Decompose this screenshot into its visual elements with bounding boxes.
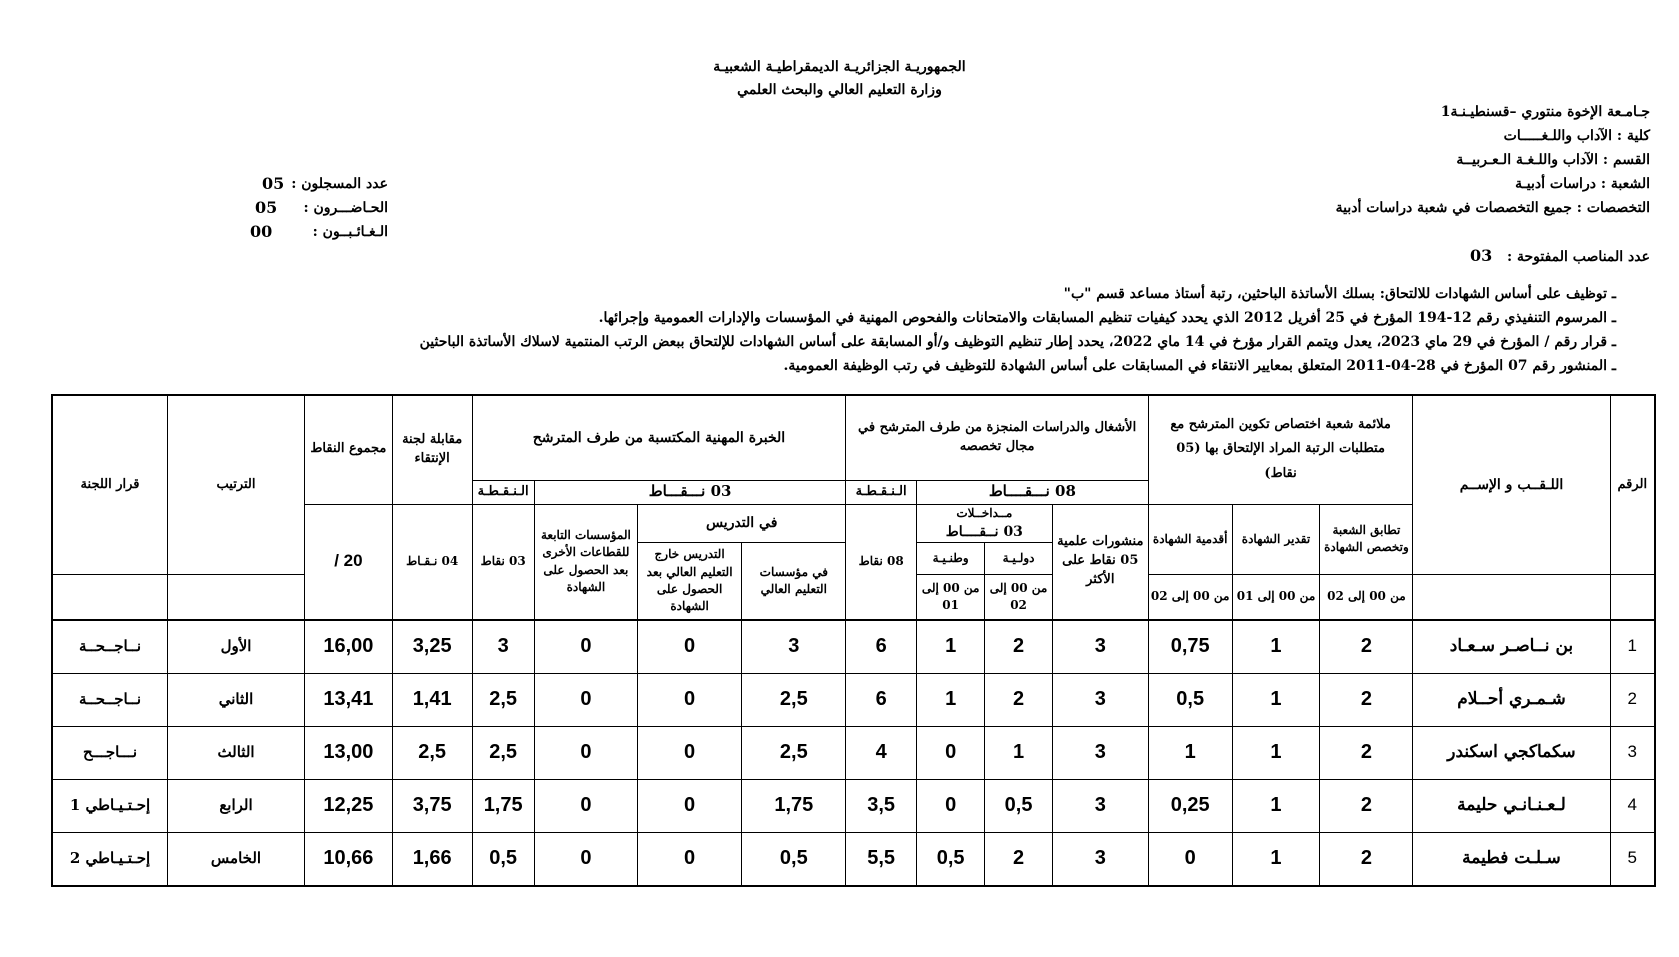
cell-c3: 0,25 — [1148, 779, 1232, 832]
cell-pts-works: 3,5 — [846, 779, 917, 832]
international-header: دولـيـة — [985, 543, 1052, 575]
specialties: التخصصات : جميع التخصصات في شعبة دراسات أدبية — [1335, 200, 1650, 216]
cell-decision: إحـتـيـاطي 2 — [52, 832, 168, 886]
col-works-points-header: الـنـقـطـة — [846, 480, 917, 504]
candidate-name: بن نــاصـر سـعـاد — [1413, 620, 1610, 674]
cell-natl: 1 — [916, 620, 984, 674]
row-num: 3 — [1610, 726, 1655, 779]
suit-range-3: من 00 إلى 02 — [1148, 575, 1232, 620]
blank-decision — [52, 575, 168, 620]
cell-rank: الرابع — [168, 779, 305, 832]
exp-col-1: في مؤسسات التعليم العالي — [742, 543, 846, 620]
blank-rank — [168, 575, 305, 620]
ministry-header-line2: وزارة التعليم العالي والبحث العلمي — [737, 82, 942, 98]
cell-rank: الثاني — [168, 673, 305, 726]
cell-total: 12,25 — [304, 779, 392, 832]
cell-c1: 2 — [1320, 726, 1413, 779]
col-decision-header: قرار اللجنة — [52, 395, 168, 575]
cell-c3: 0,5 — [1148, 673, 1232, 726]
cell-c1: 2 — [1320, 779, 1413, 832]
open-positions-label: عدد المناصب المفتوحة : — [1506, 249, 1650, 265]
cell-c1: 2 — [1320, 673, 1413, 726]
interventions-header — [916, 504, 1052, 543]
cell-intl: 2 — [985, 620, 1052, 674]
cell-exp2: 0 — [638, 620, 742, 674]
department-name: القسم : الآداب واللـغـة الـعـربيــة — [1456, 152, 1650, 168]
university-name: جـامـعة الإخوة منتوري –قسنطيـنـة1 — [1440, 104, 1650, 120]
registered-label: عدد المسجلون : — [291, 176, 388, 192]
exp-col-3: المؤسسات التابعة للقطاعات الأخرى بعد الحصول على الشهادة — [534, 504, 637, 620]
suit-col-3: أقدمية الشهادة — [1148, 504, 1232, 575]
cell-total: 10,66 — [304, 832, 392, 886]
note-line-2: ـ المرسوم التنفيذي رقم 12-194 المؤرخ في 25 أفريل 2012 الذي يحدد كيفيات تنظيم المسابقات والامتحانات والفحوص المهنية في المؤسسات والإدارات العمومية وإجرائها. — [598, 310, 1616, 326]
col-experience-header: الخبرة المهنية المكتسبة من طرف المترشح — [472, 395, 846, 480]
branch-name: الشعبة : دراسات أدبيـة — [1515, 176, 1650, 192]
suit-range-2: من 00 إلى 01 — [1232, 575, 1320, 620]
cell-exp3: 0 — [534, 620, 637, 674]
results-table — [51, 394, 1656, 887]
cell-exp3: 0 — [534, 832, 637, 886]
national-header: وطنـيـة — [916, 543, 984, 575]
cell-rank: الأول — [168, 620, 305, 674]
cell-interview: 1,66 — [392, 832, 472, 886]
candidate-name: سكماكجي اسكندر — [1413, 726, 1610, 779]
present-label: الحـاضـــرون : — [303, 200, 388, 216]
table-row — [52, 779, 1655, 832]
cell-intl: 0,5 — [985, 779, 1052, 832]
col-rank-header: الترتيب — [168, 395, 305, 575]
col-exp-points-header: الـنـقـطـة — [472, 480, 534, 504]
open-positions-value: 03 — [1470, 246, 1493, 265]
cell-exp2: 0 — [638, 779, 742, 832]
absent-value: 00 — [250, 222, 273, 241]
works-points-col: 08 نقاط — [846, 504, 917, 620]
cell-exp3: 0 — [534, 779, 637, 832]
cell-total: 13,00 — [304, 726, 392, 779]
note-line-3: ـ قرار رقم / المؤرخ في 29 ماي 2023، يعدل ويتمم القرار مؤرخ في 14 ماي 2022، يحدد إطار تنظيم التوظيف و/أو المسابقة على أساس الشهادات للإلتحاق ببعض الرتب المنتمية لاسلاك الأساتذة الباحثين — [419, 334, 1616, 350]
cell-pts-exp: 2,5 — [472, 673, 534, 726]
cell-c3: 0 — [1148, 832, 1232, 886]
interventions-title: مــداخــلات — [956, 505, 1013, 520]
cell-pub: 3 — [1052, 832, 1148, 886]
cell-pts-exp: 3 — [472, 620, 534, 674]
cell-decision: نــاجــحــة — [52, 620, 168, 674]
cell-total: 13,41 — [304, 673, 392, 726]
cell-natl: 0 — [916, 779, 984, 832]
cell-pub: 3 — [1052, 779, 1148, 832]
cell-decision: إحـتـيـاطي 1 — [52, 779, 168, 832]
cell-c3: 0,75 — [1148, 620, 1232, 674]
cell-natl: 1 — [916, 673, 984, 726]
cell-interview: 2,5 — [392, 726, 472, 779]
cell-intl: 2 — [985, 673, 1052, 726]
cell-pts-works: 4 — [846, 726, 917, 779]
note-line-4: ـ المنشور رقم 07 المؤرخ في 28-04-2011 المتعلق بمعايير الانتقاء في المسابقات على أساس الشهادة للتوظيف في رتب الوظيفة العمومية. — [783, 358, 1616, 374]
cell-exp3: 0 — [534, 673, 637, 726]
experience-points-header: 03 نـــقـــاط — [534, 480, 846, 504]
cell-interview: 1,41 — [392, 673, 472, 726]
cell-c2: 1 — [1232, 832, 1320, 886]
blank-num — [1610, 575, 1655, 620]
col-suitability-header: ملائمة شعبة اختصاص تكوين المترشح مع متطلبات الرتبة المراد الإلتحاق بها (05 نقاط) — [1148, 395, 1413, 504]
row-num: 4 — [1610, 779, 1655, 832]
international-range: من 00 إلى 02 — [985, 575, 1052, 620]
blank-name — [1413, 575, 1610, 620]
table-row — [52, 673, 1655, 726]
cell-c2: 1 — [1232, 779, 1320, 832]
open-positions — [1470, 246, 1650, 265]
candidate-name: لـعـنـانـي حليمة — [1413, 779, 1610, 832]
interventions-points: 03 نــقــــاط — [945, 523, 1023, 540]
cell-decision: نــاجــحــة — [52, 673, 168, 726]
col-total-header: مجموع النقاط — [304, 395, 392, 504]
candidate-name: سـلـت فطيمة — [1413, 832, 1610, 886]
col-works-header: الأشغال والدراسات المنجزة من طرف المترشح في مجال تخصصه — [846, 395, 1148, 480]
cell-exp3: 0 — [534, 726, 637, 779]
col-num-header: الرقم — [1610, 395, 1655, 575]
present-value: 05 — [255, 198, 278, 217]
cell-exp1: 2,5 — [742, 673, 846, 726]
works-points-header: 08 نـــقــــاط — [916, 480, 1148, 504]
cell-exp2: 0 — [638, 832, 742, 886]
cell-pts-works: 6 — [846, 620, 917, 674]
cell-c2: 1 — [1232, 673, 1320, 726]
cell-pts-exp: 0,5 — [472, 832, 534, 886]
cell-pub: 3 — [1052, 620, 1148, 674]
table-row — [52, 832, 1655, 886]
ministry-header-line1: الجمهوريـة الجزائريـة الديمقراطيـة الشعبيـة — [713, 59, 966, 75]
cell-exp1: 2,5 — [742, 726, 846, 779]
national-range: من 00 إلى 01 — [916, 575, 984, 620]
cell-interview: 3,75 — [392, 779, 472, 832]
table-row — [52, 726, 1655, 779]
exp-col-2: التدريس خارج التعليم العالي بعد الحصول على الشهادة — [638, 543, 742, 620]
cell-exp1: 1,75 — [742, 779, 846, 832]
suit-col-2: تقدير الشهادة — [1232, 504, 1320, 575]
interview-points-col: 04 نـقـاط — [392, 504, 472, 620]
row-num: 2 — [1610, 673, 1655, 726]
cell-exp1: 0,5 — [742, 832, 846, 886]
cell-pts-exp: 2,5 — [472, 726, 534, 779]
cell-natl: 0 — [916, 726, 984, 779]
cell-rank: الخامس — [168, 832, 305, 886]
note-line-1: ـ توظيف على أساس الشهادات للالتحاق: بسلك الأساتذة الباحثين، رتبة أستاذ مساعد قسم "ب" — [1063, 286, 1616, 302]
teaching-header: في التدريس — [638, 504, 846, 543]
cell-exp1: 3 — [742, 620, 846, 674]
cell-total: 16,00 — [304, 620, 392, 674]
registered-value: 05 — [262, 174, 285, 193]
cell-pub: 3 — [1052, 673, 1148, 726]
cell-interview: 3,25 — [392, 620, 472, 674]
absent-label: الـغـائـبــون : — [312, 224, 388, 240]
cell-intl: 1 — [985, 726, 1052, 779]
exp-points-col: 03 نقاط — [472, 504, 534, 620]
cell-decision: نـــاجـــح — [52, 726, 168, 779]
col-name-header: اللـقــب و الإســم — [1413, 395, 1610, 575]
suit-col-1: تطابق الشعبة وتخصص الشهادة — [1320, 504, 1413, 575]
cell-pts-works: 6 — [846, 673, 917, 726]
table-row — [52, 620, 1655, 674]
cell-pts-exp: 1,75 — [472, 779, 534, 832]
suit-range-1: من 00 إلى 02 — [1320, 575, 1413, 620]
cell-intl: 2 — [985, 832, 1052, 886]
cell-c1: 2 — [1320, 620, 1413, 674]
row-num: 5 — [1610, 832, 1655, 886]
cell-exp2: 0 — [638, 726, 742, 779]
cell-rank: الثالث — [168, 726, 305, 779]
publications-header: منشورات علمية 05 نقاط على الأكثر — [1052, 504, 1148, 620]
cell-c3: 1 — [1148, 726, 1232, 779]
col-interview-header: مقابلة لجنة الإنتقاء — [392, 395, 472, 504]
cell-c2: 1 — [1232, 726, 1320, 779]
cell-c1: 2 — [1320, 832, 1413, 886]
cell-pts-works: 5,5 — [846, 832, 917, 886]
row-num: 1 — [1610, 620, 1655, 674]
candidate-name: شـمـري أحــلام — [1413, 673, 1610, 726]
cell-natl: 0,5 — [916, 832, 984, 886]
cell-c2: 1 — [1232, 620, 1320, 674]
cell-exp2: 0 — [638, 673, 742, 726]
faculty-name: كلية : الآداب واللـغـــــات — [1503, 128, 1650, 144]
cell-pub: 3 — [1052, 726, 1148, 779]
total-scale: 20 / — [304, 504, 392, 620]
